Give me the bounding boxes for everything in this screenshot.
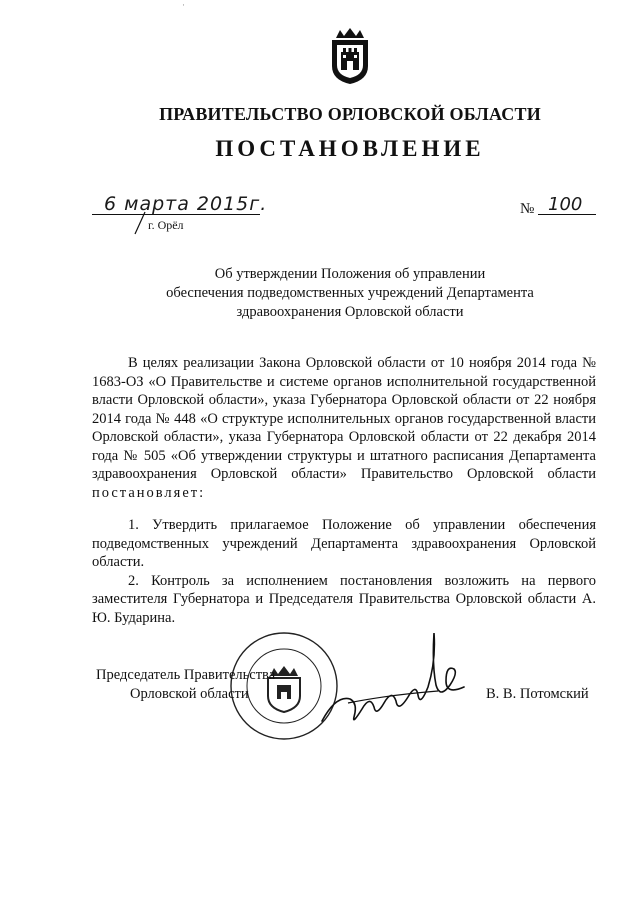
date-underline — [92, 214, 260, 215]
decree-item-1: 1. Утвердить прилагаемое Положение об управлении обеспечения подведомственных учреждений Департамента здравоохранения Орловской области. — [92, 517, 596, 570]
document-subject — [160, 265, 540, 322]
preamble-text: В целях реализации Закона Орловской области от 10 ноября 2014 года № 1683-ОЗ «О Правительстве и системе органов исполнительной государственной власти Орловской области», указа Губернатора Орловской области от 22 ноября 2014 года № 448 «О структуре исполнительных органов государственной власти Орловской области», указа Губернатора Орловской области от 22 декабря 2014 года № 505 «Об утверждении структуры и штатного расписания Департамента здравоохранения Орловской области» Правительство Орловской области — [92, 355, 596, 482]
signatory-position-line-1: Председатель Правительства — [96, 667, 276, 683]
decree-word: постановляет: — [92, 484, 206, 501]
coat-of-arms-icon — [326, 26, 374, 86]
subject-line: Об утверждении Положения об управлении — [214, 266, 486, 282]
number-underline — [538, 214, 596, 215]
decree-item-2: 2. Контроль за исполнением постановления возложить на первого заместителя Губернатора и Председателя Правительства Орловской области А. Ю. Бударина. — [92, 572, 596, 626]
city-tick-mark — [131, 210, 149, 236]
date-handwritten: 6 марта 2015г. — [104, 193, 268, 215]
preamble-paragraph — [92, 354, 596, 502]
city-label: г. Орёл — [148, 218, 184, 232]
handwritten-signature — [318, 625, 468, 735]
signatory-name: В. В. Потомский — [486, 686, 589, 702]
document-body — [92, 354, 596, 627]
number-label: № — [520, 201, 535, 217]
subject-line: обеспечения подведомственных учреждений Департамента — [166, 285, 534, 301]
number-handwritten: 100 — [548, 194, 583, 215]
signatory-position-line-2: Орловской области — [130, 686, 249, 702]
document-type-title: ПОСТАНОВЛЕНИЕ — [215, 136, 485, 161]
authority-title: ПРАВИТЕЛЬСТВО ОРЛОВСКОЙ ОБЛАСТИ — [159, 104, 541, 124]
scan-mark: · — [182, 0, 185, 10]
subject-line: здравоохранения Орловской области — [236, 304, 464, 320]
